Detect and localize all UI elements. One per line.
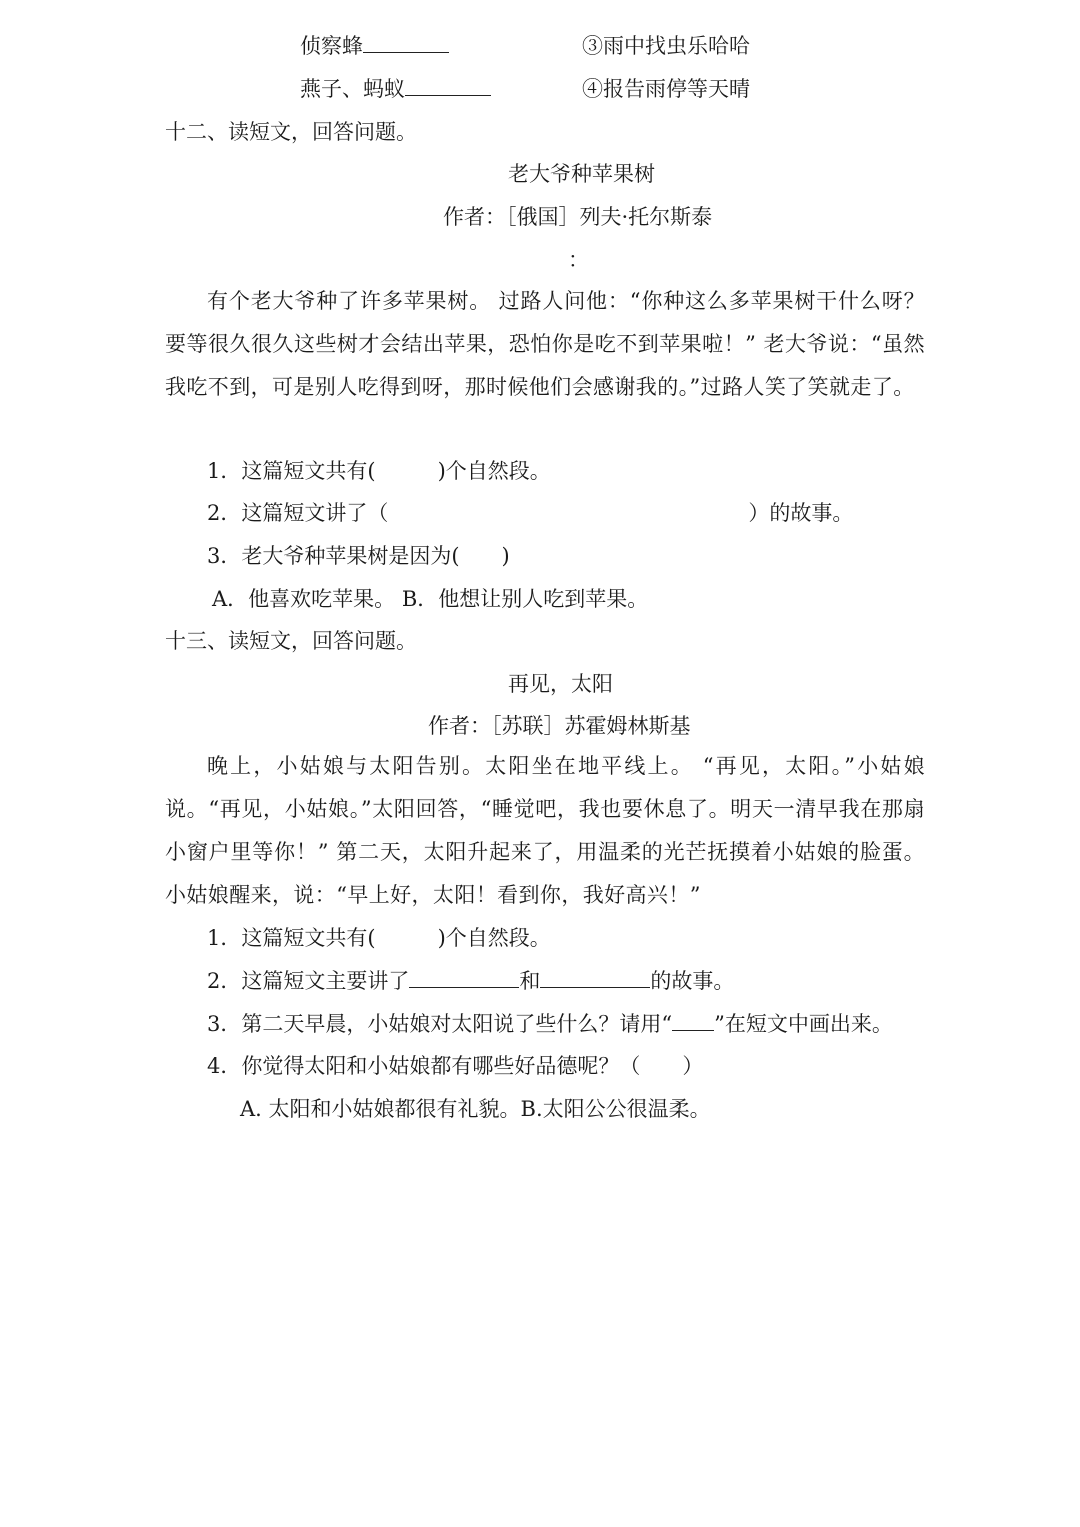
answer-blank[interactable] xyxy=(405,77,491,96)
section-12-question-3: 3．老大爷种苹果树是因为( ) xyxy=(207,544,510,568)
answer-blank[interactable] xyxy=(409,969,519,988)
section-12-question-1: 1．这篇短文共有( )个自然段。 xyxy=(207,459,551,483)
match-row-1-left: 侦察蜂 xyxy=(300,30,449,60)
match-row-1-right: ③雨中找虫乐哈哈 xyxy=(582,34,750,58)
answer-blank[interactable] xyxy=(363,34,449,53)
section-13-title: 再见，太阳 xyxy=(508,672,613,696)
section-13-question-3: 3．第二天早晨，小姑娘对太阳说了些什么？请用“ ”在短文中画出来。 xyxy=(207,1012,893,1036)
match-row-2-right: ④报告雨停等天晴 xyxy=(582,77,750,101)
section-13-question-2: 2．这篇短文主要讲了 和 的故事。 xyxy=(207,969,735,993)
section-13-options: A. 太阳和小姑娘都很有礼貌。B.太阳公公很温柔。 xyxy=(240,1097,711,1121)
section-13-author: 作者：［苏联］苏霍姆林斯基 xyxy=(428,714,691,738)
section-12-author: 作者：［俄国］列夫·托尔斯泰 xyxy=(443,205,713,229)
section-12-title: 老大爷种苹果树 xyxy=(508,162,655,186)
section-12-options: A．他喜欢吃苹果。 B．他想让别人吃到苹果。 xyxy=(212,587,649,611)
section-13-question-4: 4．你觉得太阳和小姑娘都有哪些好品德呢？（ ） xyxy=(207,1054,704,1078)
section-13-question-1: 1．这篇短文共有( )个自然段。 xyxy=(207,926,551,950)
section-12-colon: ： xyxy=(568,248,589,272)
answer-blank[interactable] xyxy=(540,969,650,988)
section-12-question-2: 2．这篇短文讲了（ ）的故事。 xyxy=(207,501,854,525)
section-12-passage: 有个老大爷种了许多苹果树。 过路人问他：“你种这么多苹果树干什么呀？要等很久很久这些树才会结出苹果，恐怕你是吃不到苹果啦！” 老大爷说：“虽然我吃不到，可是别人吃得到呀，那时候他们会感谢我的。”过路人笑了笑就走了。 xyxy=(165,289,925,399)
section-12-heading: 十二、读短文，回答问题。 xyxy=(165,120,417,144)
section-13-heading: 十三、读短文，回答问题。 xyxy=(165,629,417,653)
match-row-2-left: 燕子、蚂蚁 xyxy=(300,73,491,103)
underline-mark xyxy=(672,1012,714,1031)
section-13-passage: 晚上，小姑娘与太阳告别。太阳坐在地平线上。 “再见，太阳。”小姑娘说。“再见，小姑娘。”太阳回答，“睡觉吧，我也要休息了。明天一清早我在那扇小窗户里等你！” 第二天，太阳升起来了，用温柔的光芒抚摸着小姑娘的脸蛋。小姑娘醒来，说：“早上好，太阳！看到你，我好高兴！” xyxy=(165,754,925,907)
